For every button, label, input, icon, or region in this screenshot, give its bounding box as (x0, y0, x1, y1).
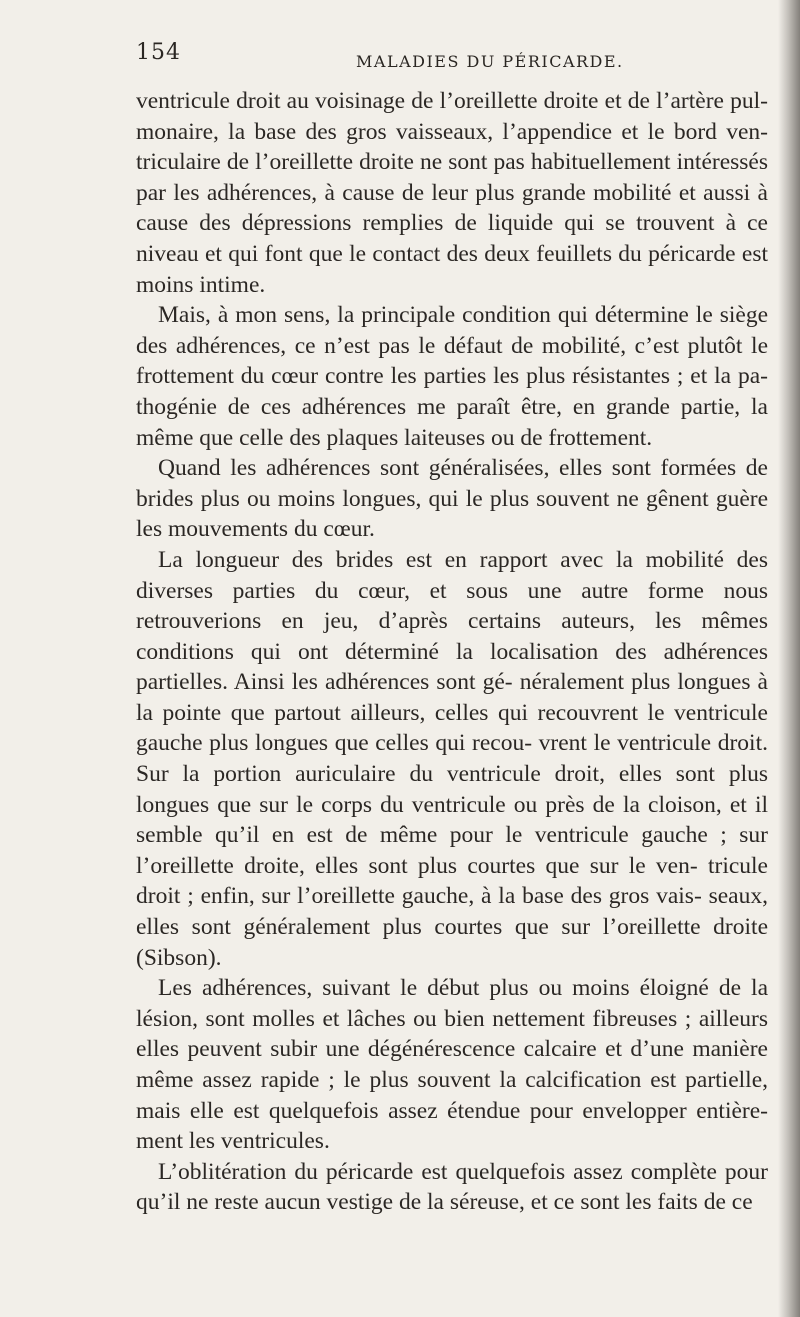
running-title: MALADIES DU PÉRICARDE. (356, 52, 624, 71)
paragraph: ventricule droit au voisinage de l’oreillette droite et de l’artère pul- monaire, la base des gros vaisseaux, l’appendice et le bord ven- triculaire de l’oreillette droite ne sont pas habituellement intéressés par les adhérences, à cause de leur plus grande mobilité et aussi à cause des dépressions remplies de liquide qui se trouvent à ce niveau et qui font que le contact des deux feuillets du péricarde est moins intime. (136, 88, 768, 298)
paragraph: L’oblitération du péricarde est quelquefois assez complète pour qu’il ne reste aucun vestige de la séreuse, et ce sont les faits de ce (136, 1158, 768, 1216)
paragraph: Quand les adhérences sont généralisées, elles sont formées de brides plus ou moins longues, qui le plus souvent ne gênent guère les mouvements du cœur. (136, 455, 768, 543)
paragraph: Mais, à mon sens, la principale condition qui détermine le siège des adhérences, ce n’est pas le défaut de mobilité, c’est plutôt le frottement du cœur contre les parties les plus résistantes ; et la pa- thogénie de ces adhérences me paraît être, en grande partie, la même que celle des plaques laiteuses ou de frottement. (136, 302, 768, 451)
page-header (136, 38, 756, 82)
body-text (136, 86, 768, 1218)
page-number: 154 (136, 40, 181, 65)
paragraph: Les adhérences, suivant le début plus ou moins éloigné de la lésion, sont molles et lâches ou bien nettement fibreuses ; ailleurs elles peuvent subir une dégénérescence calcaire et d’une manière même assez rapide ; le plus souvent la calcification est partielle, mais elle est quelquefois assez étendue pour envelopper entière- ment les ventricules. (136, 975, 768, 1155)
paragraph: La longueur des brides est en rapport avec la mobilité des diverses parties du cœur, et sous une autre forme nous retrouverions en jeu, d’après certains auteurs, les mêmes conditions qui ont déterminé la localisation des adhérences partielles. Ainsi les adhérences sont gé- néralement plus longues à la pointe que partout ailleurs, celles qui recouvrent le ventricule gauche plus longues que celles qui recou- vrent le ventricule droit. Sur la portion auriculaire du ventricule droit, elles sont plus longues que sur le corps du ventricule ou près de la cloison, et il semble qu’il en est de même pour le ventricule gauche ; sur l’oreillette droite, elles sont plus courtes que sur le ven- tricule droit ; enfin, sur l’oreillette gauche, à la base des gros vais- seaux, elles sont généralement plus courtes que sur l’oreillette droite (Sibson). (136, 546, 768, 971)
